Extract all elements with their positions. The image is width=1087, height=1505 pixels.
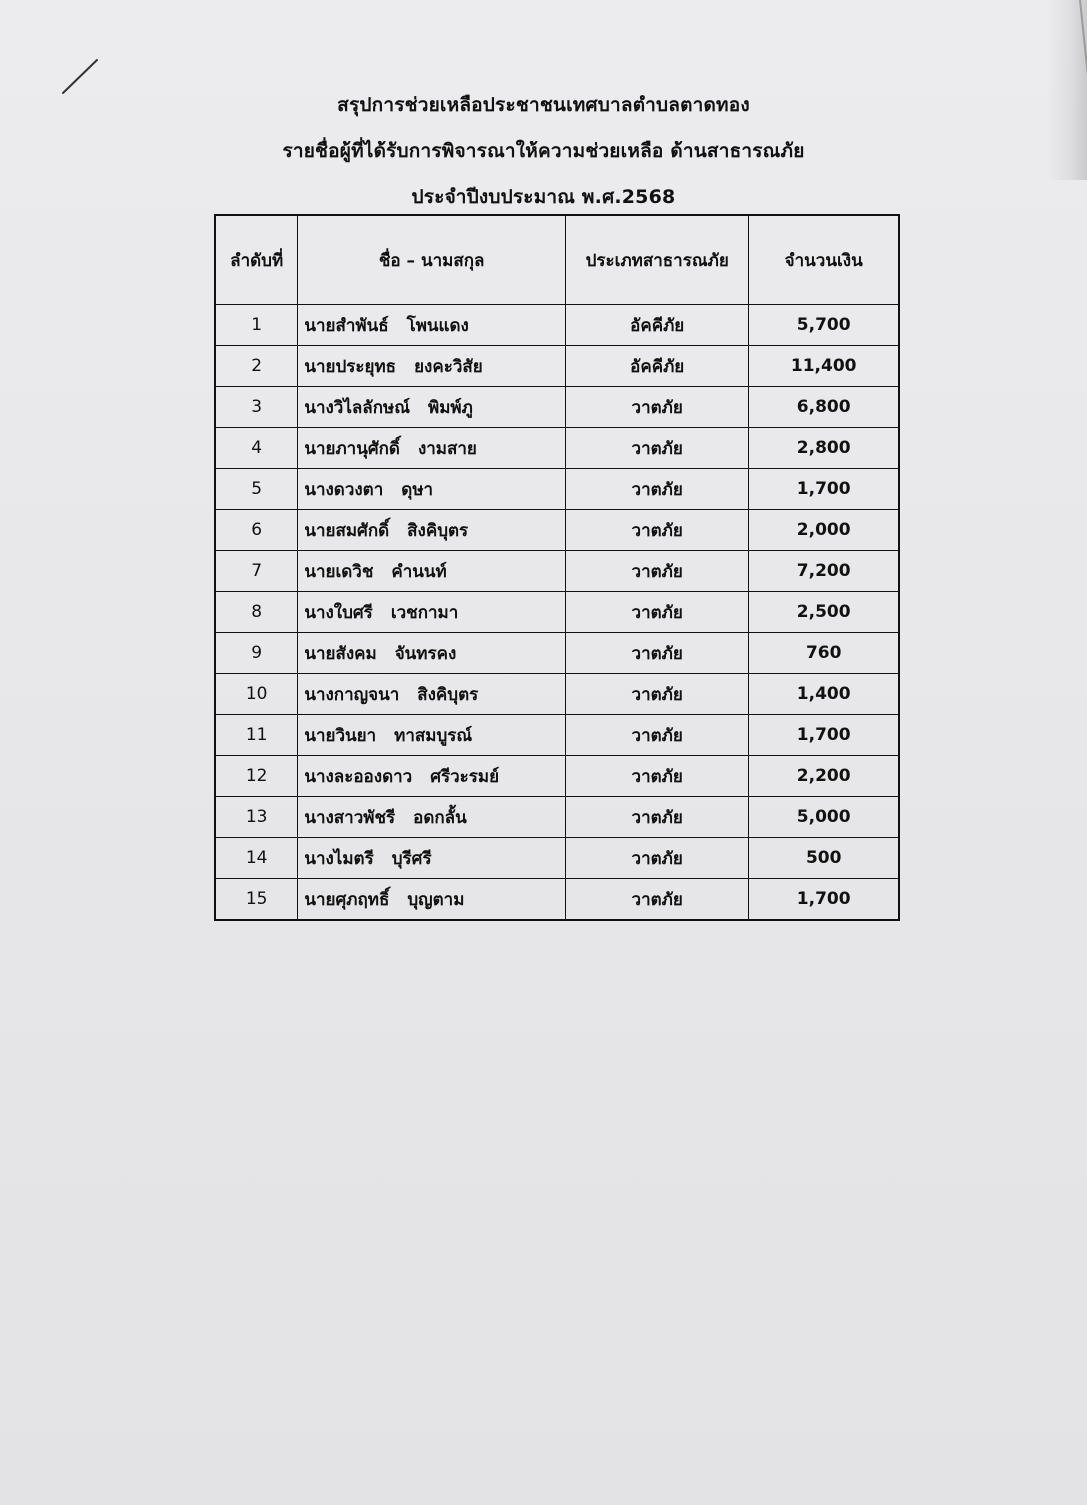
row-amount: 6,800 xyxy=(749,387,899,428)
row-full-name xyxy=(298,305,566,346)
row-amount: 5,000 xyxy=(749,797,899,838)
table-header xyxy=(215,215,899,305)
row-disaster-type: วาตภัย xyxy=(566,674,749,715)
last-name: ยงคะวิสัย xyxy=(414,356,483,377)
header-disaster-type: ประเภทสาธารณภัย xyxy=(566,215,749,305)
row-disaster-type: อัคคีภัย xyxy=(566,346,749,387)
row-disaster-type: วาตภัย xyxy=(566,551,749,592)
row-amount: 7,200 xyxy=(749,551,899,592)
row-number: 4 xyxy=(215,428,298,469)
row-number: 7 xyxy=(215,551,298,592)
row-number: 14 xyxy=(215,838,298,879)
table-row xyxy=(215,428,899,469)
table-row xyxy=(215,797,899,838)
row-disaster-type: วาตภัย xyxy=(566,756,749,797)
row-disaster-type: วาตภัย xyxy=(566,387,749,428)
row-amount: 1,700 xyxy=(749,469,899,510)
table-row xyxy=(215,551,899,592)
row-full-name xyxy=(298,756,566,797)
first-name: นางสาวพัชรี xyxy=(304,807,396,828)
last-name: สิงคิบุตร xyxy=(407,520,469,541)
last-name: งามสาย xyxy=(417,438,477,459)
row-full-name xyxy=(298,551,566,592)
header-no: ลำดับที่ xyxy=(215,215,298,305)
row-disaster-type: วาตภัย xyxy=(566,879,749,921)
table-row xyxy=(215,838,899,879)
row-amount: 2,800 xyxy=(749,428,899,469)
row-full-name xyxy=(298,797,566,838)
document-title-line-1: สรุปการช่วยเหลือประชาชนเทศบาลตำบลตาดทอง xyxy=(337,94,750,116)
row-disaster-type: วาตภัย xyxy=(566,469,749,510)
row-amount: 1,700 xyxy=(749,715,899,756)
last-name: เวชกามา xyxy=(390,602,459,623)
row-full-name xyxy=(298,715,566,756)
table-row xyxy=(215,592,899,633)
row-amount: 1,400 xyxy=(749,674,899,715)
row-disaster-type: วาตภัย xyxy=(566,633,749,674)
row-full-name xyxy=(298,838,566,879)
last-name: คำนนท์ xyxy=(391,561,447,582)
row-number: 6 xyxy=(215,510,298,551)
table-row xyxy=(215,346,899,387)
relief-recipients-table xyxy=(214,214,900,921)
document-title-line-3: ประจำปีงบประมาณ พ.ศ.2568 xyxy=(411,186,676,208)
first-name: นายศุภฤทธิ์ xyxy=(304,889,390,910)
first-name: นายสังคม xyxy=(304,643,377,664)
row-number: 2 xyxy=(215,346,298,387)
row-disaster-type: วาตภัย xyxy=(566,797,749,838)
header-amount: จำนวนเงิน xyxy=(749,215,899,305)
last-name: ทาสมบูรณ์ xyxy=(394,725,473,746)
first-name: นางวิไลลักษณ์ xyxy=(304,397,410,418)
row-disaster-type: วาตภัย xyxy=(566,592,749,633)
row-disaster-type: วาตภัย xyxy=(566,838,749,879)
table-row xyxy=(215,305,899,346)
header-name: ชื่อ – นามสกุล xyxy=(298,215,566,305)
row-number: 5 xyxy=(215,469,298,510)
table-row xyxy=(215,469,899,510)
table-row xyxy=(215,387,899,428)
row-number: 8 xyxy=(215,592,298,633)
row-amount: 1,700 xyxy=(749,879,899,921)
first-name: นางใบศรี xyxy=(304,602,373,623)
row-number: 13 xyxy=(215,797,298,838)
last-name: สิงคิบุตร xyxy=(417,684,479,705)
table-row xyxy=(215,715,899,756)
row-number: 10 xyxy=(215,674,298,715)
table-body xyxy=(215,305,899,921)
row-amount: 2,000 xyxy=(749,510,899,551)
row-full-name xyxy=(298,346,566,387)
first-name: นายประยุทธ xyxy=(304,356,397,377)
first-name: นายเดวิช xyxy=(304,561,374,582)
row-full-name xyxy=(298,428,566,469)
last-name: อดกลั้น xyxy=(413,807,467,828)
last-name: จันทรคง xyxy=(394,643,457,664)
row-number: 1 xyxy=(215,305,298,346)
row-full-name xyxy=(298,674,566,715)
first-name: นางละอองดาว xyxy=(304,766,413,787)
last-name: โพนแดง xyxy=(406,315,469,336)
row-number: 11 xyxy=(215,715,298,756)
row-full-name xyxy=(298,879,566,921)
row-amount: 11,400 xyxy=(749,346,899,387)
last-name: พิมพ์ภู xyxy=(428,397,473,418)
row-amount: 5,700 xyxy=(749,305,899,346)
row-full-name xyxy=(298,387,566,428)
row-amount: 2,500 xyxy=(749,592,899,633)
first-name: นายวินยา xyxy=(304,725,377,746)
row-amount: 760 xyxy=(749,633,899,674)
row-number: 9 xyxy=(215,633,298,674)
table-row xyxy=(215,674,899,715)
table-row xyxy=(215,633,899,674)
table-row xyxy=(215,879,899,921)
row-disaster-type: วาตภัย xyxy=(566,428,749,469)
row-number: 12 xyxy=(215,756,298,797)
row-number: 15 xyxy=(215,879,298,921)
row-disaster-type: วาตภัย xyxy=(566,715,749,756)
first-name: นางไมตรี xyxy=(304,848,374,869)
document-title-line-2: รายชื่อผู้ที่ได้รับการพิจารณาให้ความช่วยเหลือ ด้านสาธารณภัย xyxy=(282,140,805,162)
row-disaster-type: อัคคีภัย xyxy=(566,305,749,346)
last-name: ศรีวะรมย์ xyxy=(430,766,500,787)
row-full-name xyxy=(298,592,566,633)
first-name: นายสำพันธ์ xyxy=(304,315,389,336)
last-name: บุรีศรี xyxy=(391,848,432,869)
first-name: นายสมศักดิ์ xyxy=(304,520,390,541)
row-full-name xyxy=(298,469,566,510)
table-row xyxy=(215,756,899,797)
first-name: นางดวงตา xyxy=(304,479,384,500)
row-full-name xyxy=(298,510,566,551)
last-name: ดุษา xyxy=(401,479,434,500)
first-name: นางกาญจนา xyxy=(304,684,400,705)
last-name: บุญตาม xyxy=(407,889,465,910)
row-disaster-type: วาตภัย xyxy=(566,510,749,551)
row-amount: 500 xyxy=(749,838,899,879)
table-row xyxy=(215,510,899,551)
row-amount: 2,200 xyxy=(749,756,899,797)
first-name: นายภานุศักดิ์ xyxy=(304,438,400,459)
row-number: 3 xyxy=(215,387,298,428)
header-row xyxy=(215,215,899,305)
row-full-name xyxy=(298,633,566,674)
